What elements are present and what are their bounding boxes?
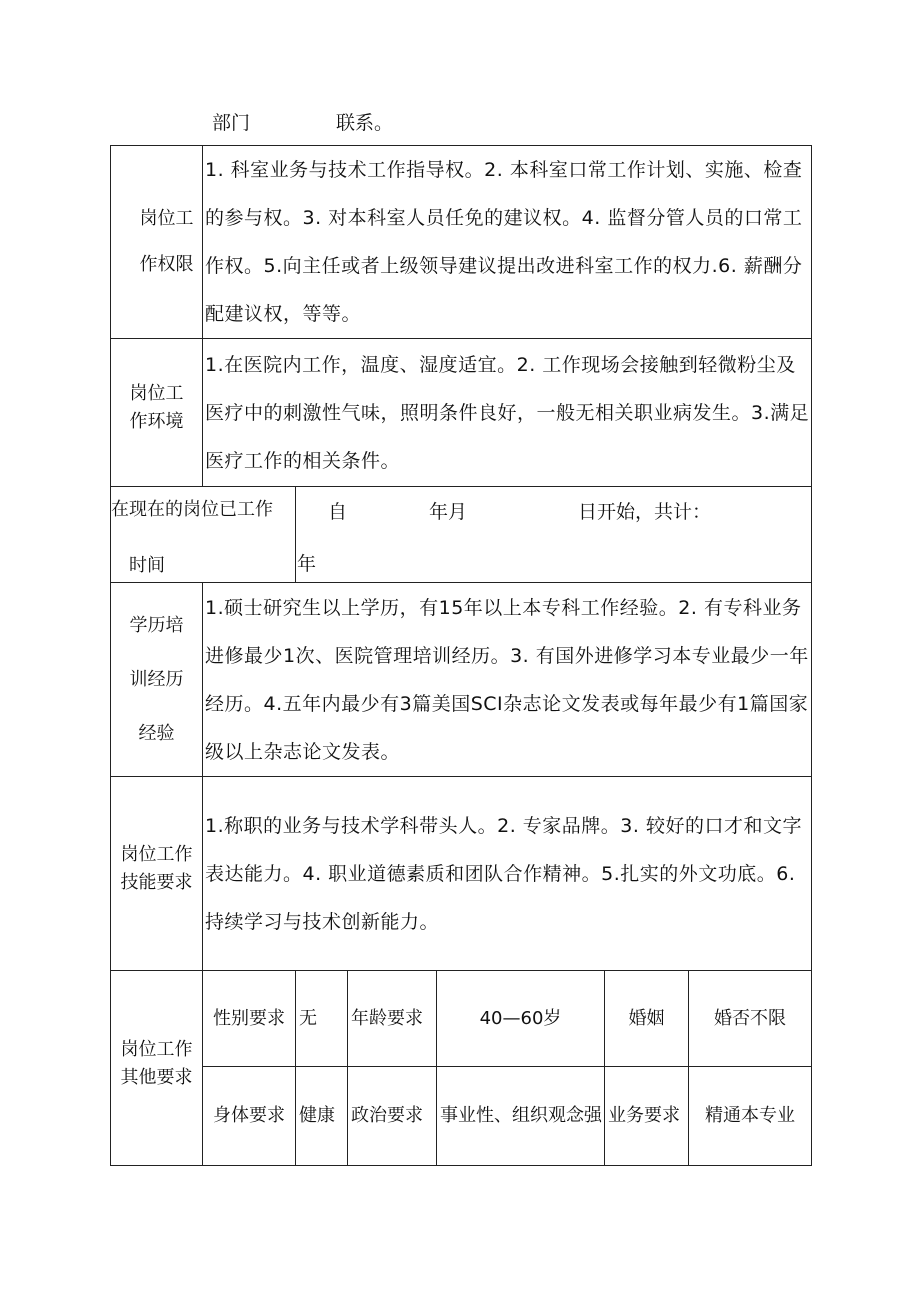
authority-content: 1. 科室业务与技术工作指导权。2. 本科室口常工作计划、实施、检查的参与权。3. 对本科室人员任免的建议权。4. 监督分管人员的口常工作权。5.向主任或者上级领导建议提出改进科室工作的权力.6. 薪酬分配建议权，等等。 — [203, 146, 812, 339]
marriage-value: 婚否不限 — [689, 971, 812, 1067]
tenure-day-start: 日开始，共计： — [578, 501, 712, 523]
health-label: 身体要求 — [203, 1067, 296, 1166]
education-label: 学历培训经历经验 — [129, 614, 184, 744]
contact-label: 联系。 — [336, 112, 394, 134]
job-description-table — [110, 145, 812, 1166]
other-label-cell — [111, 971, 203, 1166]
tenure-label-line2: 时间 — [129, 555, 165, 576]
other-row-2 — [111, 1067, 812, 1166]
authority-label: 岗位工作权限 — [139, 208, 194, 275]
tenure-from: 自 — [328, 501, 348, 523]
gender-label: 性别要求 — [203, 971, 296, 1067]
tenure-value-cell — [296, 487, 812, 583]
gender-value: 无 — [296, 971, 348, 1067]
other-label: 岗位工作其他要求 — [120, 1038, 193, 1088]
skills-label-cell — [111, 777, 203, 971]
skills-label: 岗位工作技能要求 — [120, 844, 193, 893]
tenure-year: 年 — [297, 553, 317, 575]
environment-row — [111, 339, 812, 487]
education-row — [111, 583, 812, 777]
politics-label: 政治要求 — [348, 1067, 437, 1166]
age-value: 40—60岁 — [437, 971, 605, 1067]
authority-label-cell — [111, 146, 203, 339]
authority-row — [111, 146, 812, 339]
business-value: 精通本专业 — [689, 1067, 812, 1166]
skills-content: 1.称职的业务与技术学科带头人。2. 专家品牌。3. 较好的口才和文字表达能力。4. 职业道德素质和团队合作精神。5.扎实的外文功底。6.持续学习与技术创新能力。 — [203, 777, 812, 971]
business-label: 业务要求 — [605, 1067, 689, 1166]
skills-row — [111, 777, 812, 971]
politics-value: 事业性、组织观念强 — [437, 1067, 605, 1166]
education-content: 1.硕士研究生以上学历，有15年以上本专科工作经验。2. 有专科业务进修最少1次、医院管理培训经历。3. 有国外进修学习本专业最少一年经历。4.五年内最少有3篇美国SCI杂志论文发表或每年最少有1篇国家级以上杂志论文发表。 — [203, 583, 812, 777]
age-label: 年龄要求 — [348, 971, 437, 1067]
tenure-year-month: 年月 — [429, 501, 468, 523]
dept-label: 部门 — [212, 112, 251, 134]
tenure-row — [111, 487, 812, 583]
tenure-label-line1: 在现在的岗位已工作 — [111, 499, 273, 520]
environment-label: 岗位工作环境 — [129, 383, 184, 432]
education-label-cell — [111, 583, 203, 777]
environment-label-cell — [111, 339, 203, 487]
environment-content: 1.在医院内工作，温度、湿度适宜。2. 工作现场会接触到轻微粉尘及医疗中的刺激性气味，照明条件良好，一般无相关职业病发生。3.满足医疗工作的相关条件。 — [203, 339, 812, 487]
other-row-1 — [111, 971, 812, 1067]
tenure-label-cell — [111, 487, 296, 583]
health-value: 健康 — [296, 1067, 348, 1166]
marriage-label: 婚姻 — [605, 971, 689, 1067]
